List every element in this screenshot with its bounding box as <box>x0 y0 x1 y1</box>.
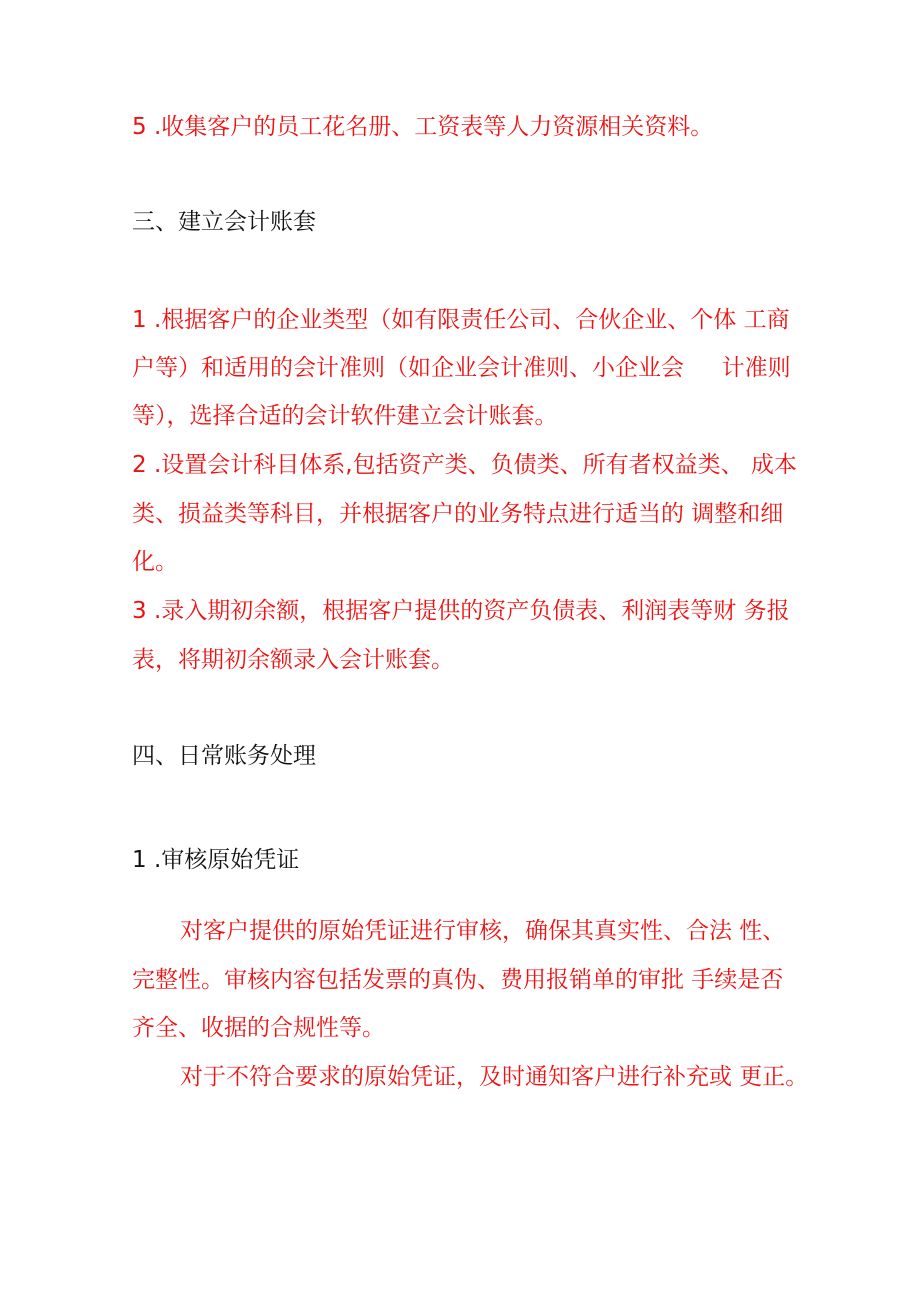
paragraph-line: 类、损益类等科目，并根据客户的业务特点进行适当的 调整和细 <box>132 501 784 527</box>
paragraph-line: 表，将期初余额录入会计账套。 <box>132 647 454 673</box>
paragraph-line: 1 .根据客户的企业类型（如有限责任公司、合伙企业、个体 工商 <box>132 307 790 333</box>
paragraph-line: 对于不符合要求的原始凭证，及时通知客户进行补充或 更正。 <box>180 1064 809 1090</box>
section-heading-daily-bookkeeping: 四、日常账务处理 <box>132 743 316 769</box>
paragraph-line: 3 .录入期初余额，根据客户提供的资产负债表、利润表等财 务报 <box>132 598 790 624</box>
paragraph-line: 2 .设置会计科目体系,包括资产类、负债类、所有者权益类、 成本 <box>132 452 797 478</box>
paragraph-line: 化。 <box>132 549 178 575</box>
paragraph-line: 户等）和适用的会计准则（如企业会计准则、小企业会 计准则 <box>132 355 791 381</box>
paragraph-line: 对客户提供的原始凭证进行审核，确保其真实性、合法 性、 <box>180 918 786 944</box>
paragraph-line: 齐全、收据的合规性等。 <box>132 1015 385 1041</box>
sub-heading-review-vouchers: 1 .审核原始凭证 <box>132 847 300 873</box>
section-heading-setup-accounts: 三、建立会计账套 <box>132 209 316 235</box>
list-item-collect-hr-records: 5 .收集客户的员工花名册、工资表等人力资源相关资料。 <box>132 114 714 140</box>
paragraph-line: 等），选择合适的会计软件建立会计账套。 <box>132 403 558 429</box>
paragraph-line: 完整性。审核内容包括发票的真伪、费用报销单的审批 手续是否 <box>132 967 784 993</box>
